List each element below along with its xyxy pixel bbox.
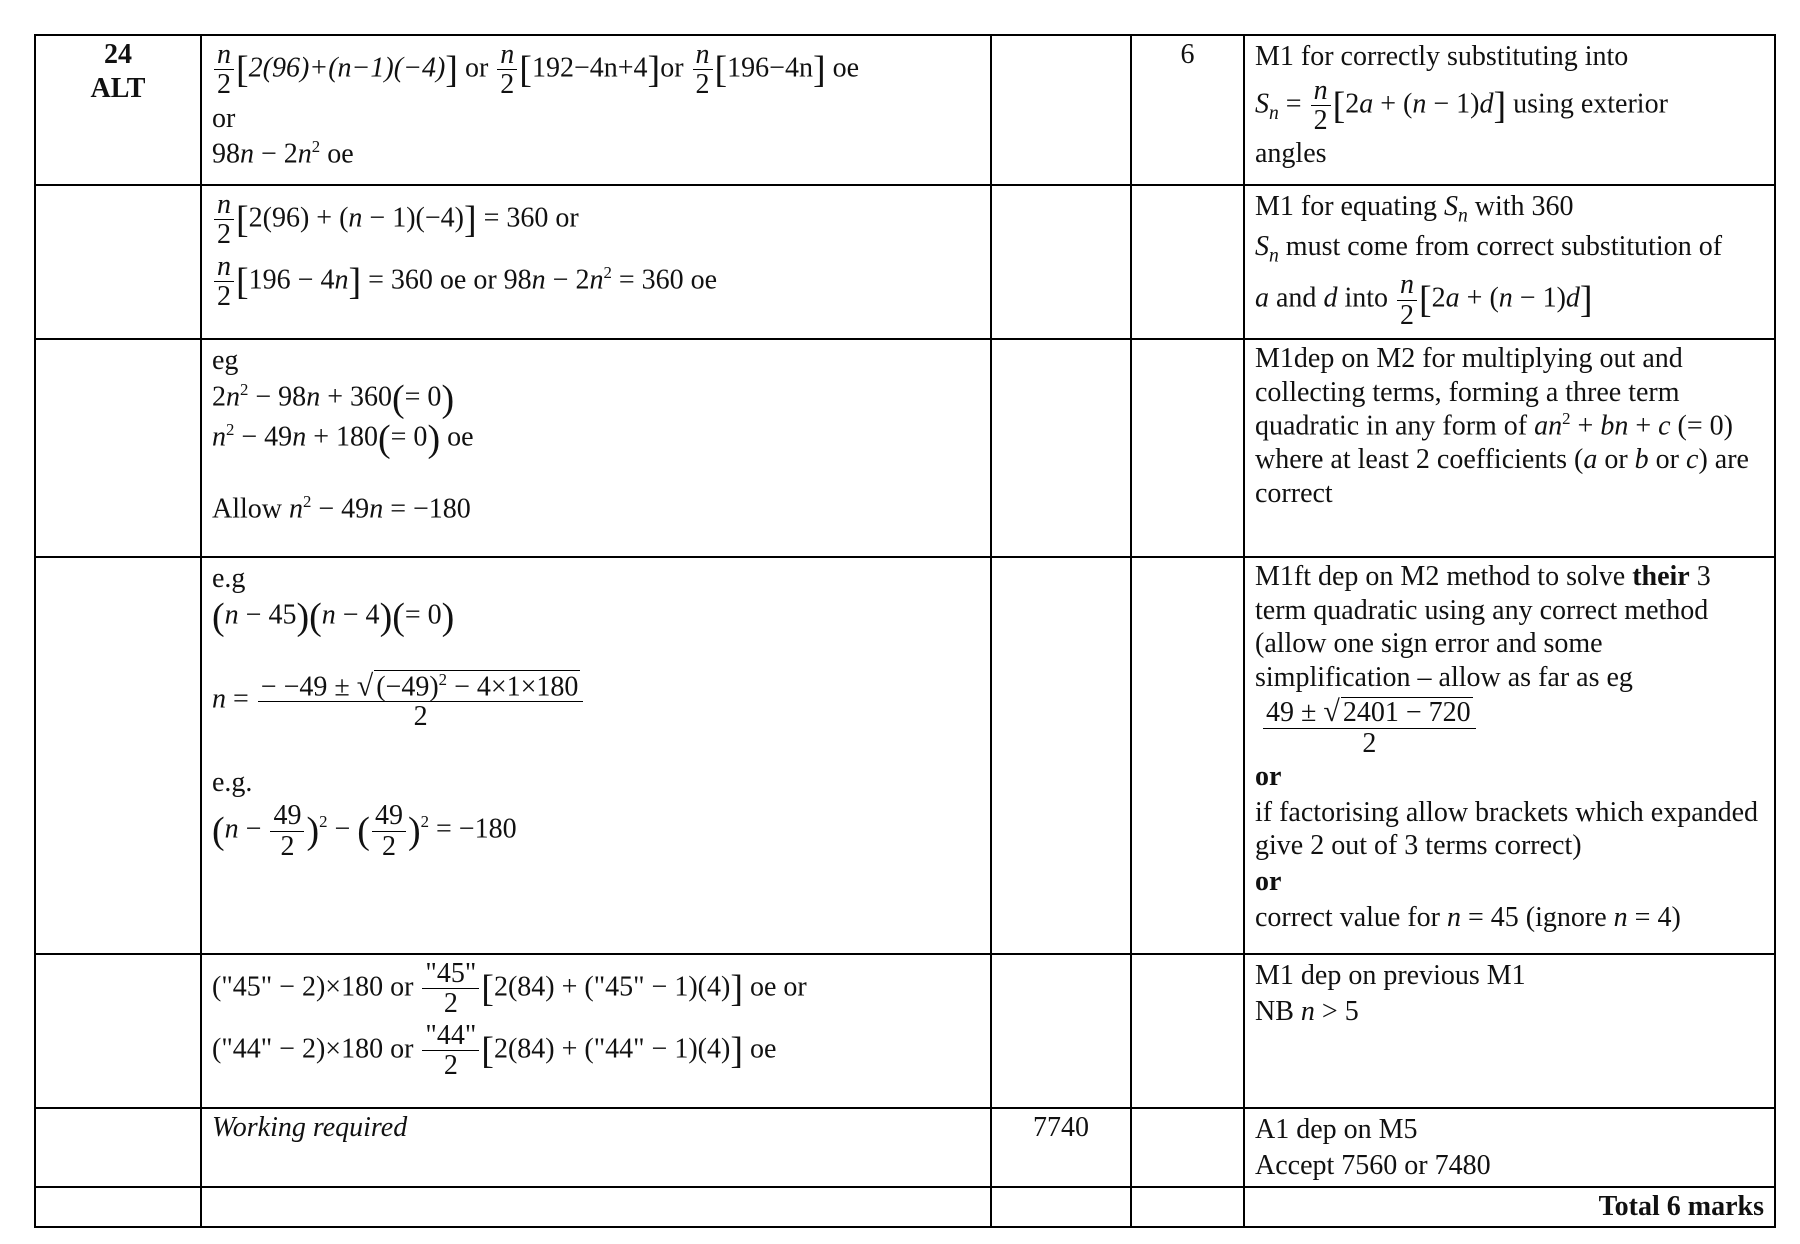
- working-cell: Working required: [201, 1108, 991, 1187]
- mark-scheme-table: [34, 34, 1776, 1228]
- answer-value: 7740: [1033, 1112, 1089, 1143]
- total-row: [35, 1187, 1775, 1227]
- guidance-cell: A1 dep on M5 Accept 7560 or 7480: [1244, 1108, 1775, 1187]
- guidance-cell: M1 for correctly substituting into $S_n$ = $\frac{n}{2}$ [2a + (n − 1)d] using exterior angles: [1244, 35, 1775, 185]
- table-row: [35, 1108, 1775, 1187]
- guidance-cell: M1ft dep on M2 method to solve their 3 term quadratic using any correct method (allow one sign error and some simplification – allow as far as eg $\frac{49 \pm √ 2401 - 720}{2}$ or if factorising allow brackets which expanded give 2 out of 3 terms correct) or correct value for n = 45 (ignore n = 4): [1244, 557, 1775, 954]
- table-row: [35, 339, 1775, 557]
- answer-cell: [991, 35, 1131, 185]
- working-cell: $\frac{n}{2}$ [2(96)+(n−1)(−4)] or $\frac{n}{2}$ [192−4n+4]or $\frac{n}{2}$ [196−4n] oe or $98n - 2n^2$ oe: [201, 35, 991, 185]
- table-row: [35, 954, 1775, 1108]
- table-row: [35, 557, 1775, 954]
- marks-cell: [1131, 35, 1244, 185]
- question-number: 24: [104, 39, 132, 70]
- working-cell: eg $2n^2 - 98n + 360(= 0)$ $n^2 - 49n + 180(= 0)$ oe Allow $n^2 - 49n = -180$: [201, 339, 991, 557]
- table-row: [35, 35, 1775, 185]
- question-number-cell: [35, 35, 201, 185]
- table-row: [35, 185, 1775, 339]
- marks-value: 6: [1180, 39, 1195, 70]
- working-cell: ("45" − 2)×180 or $\frac{"45"}{2}$ [2(84) + ("45" − 1)(4)] oe or ("44" − 2)×180 or $\frac{"44"}{2}$ [2(84) + ("44" − 1)(4)] oe: [201, 954, 991, 1108]
- answer-cell: [991, 1108, 1131, 1187]
- total-marks: Total 6 marks: [1244, 1187, 1775, 1227]
- guidance-cell: M1 dep on previous M1 NB n > 5: [1244, 954, 1775, 1108]
- working-cell: e.g (n − 45)(n − 4)(= 0) n = $\frac{- -49 \pm √ (-49)^2 - 4\times 1\times 180}{2}$ e.g. (n − $\frac{49}{2}$ )$^2$ − ( $\frac{49}{2}$ )$^2$ = −180: [201, 557, 991, 954]
- working-line: $\frac{n}{2}$ [2(96)+(n−1)(−4)] or $\frac{n}{2}$ [192−4n+4]or $\frac{n}{2}$ [196−4n] oe: [212, 40, 980, 100]
- question-variant: ALT: [90, 72, 146, 104]
- guidance-cell: M1 for equating $S_n$ with 360 $S_n$ must come from correct substitution of a and d into $\frac{n}{2}$ [2a + (n − 1)d]: [1244, 185, 1775, 339]
- working-cell: $\frac{n}{2}$ [2(96) + (n − 1)(−4)] = 360 or $\frac{n}{2}$ [196 − 4n] = 360 oe or $98n - 2n^2 = 360$ oe: [201, 185, 991, 339]
- guidance-cell: M1dep on M2 for multiplying out and collecting terms, forming a three term quadratic in any form of $an^2$ + bn + c (= 0) where at least 2 coefficients (a or b or c) are correct: [1244, 339, 1775, 557]
